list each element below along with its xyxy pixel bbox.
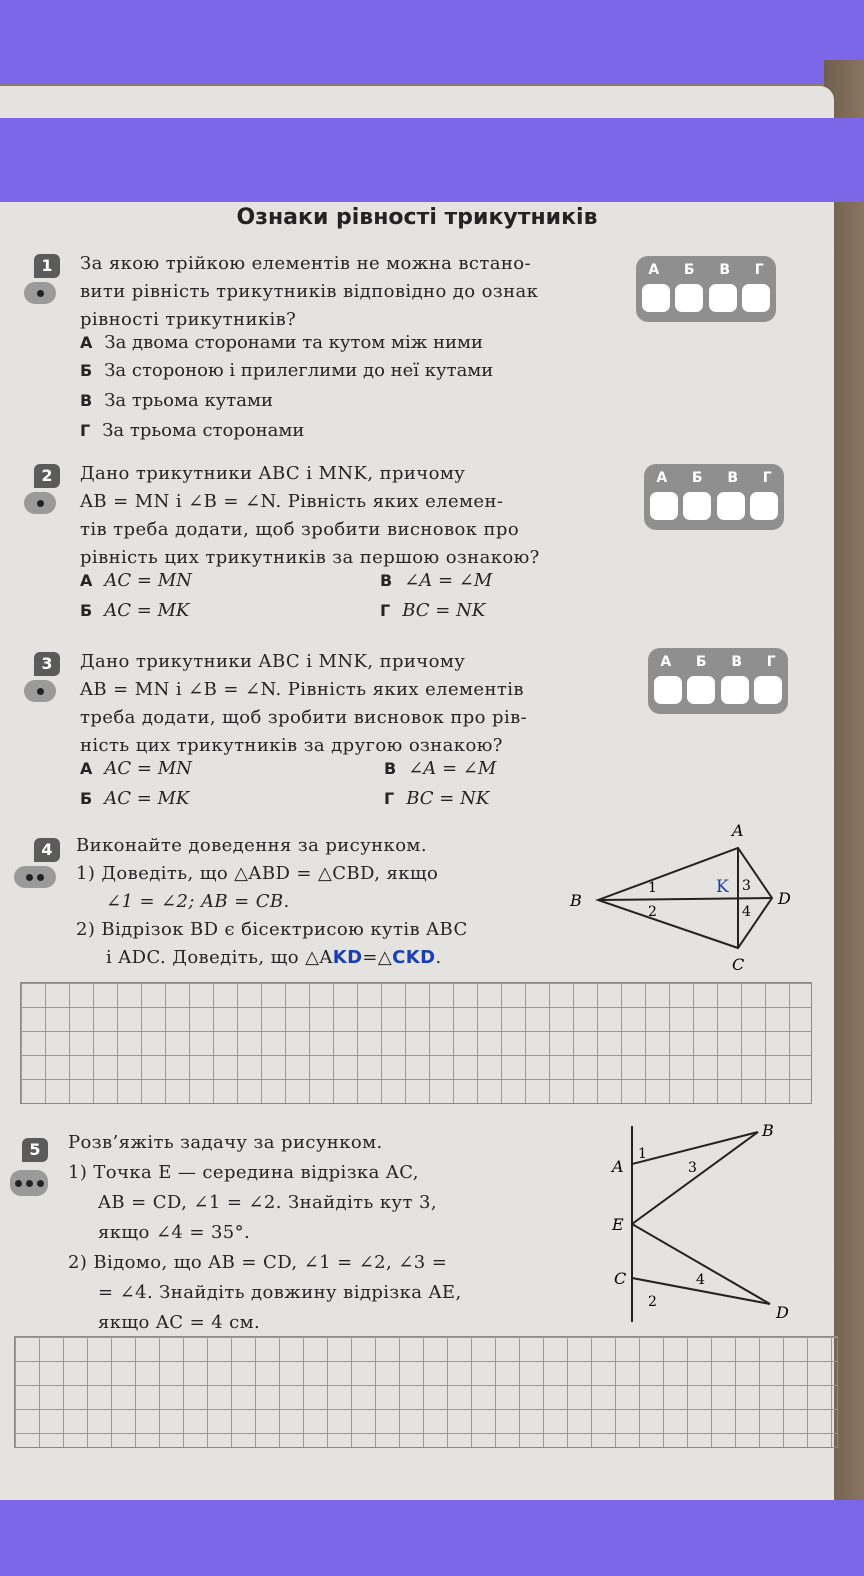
question-2-number: 2	[34, 464, 60, 488]
question-3-text: Дано трикутники ABC і MNK, причому AB = MN і ∠B = ∠N. Рівність яких елементів треба додати, щоб зробити висновок про рів- ність цих трикутників за другою ознакою?	[80, 651, 528, 756]
q5-label-a: A	[612, 1157, 624, 1176]
q2-answer-box: А Б В Г	[644, 464, 784, 530]
q4-label-a: A	[732, 821, 744, 840]
purple-redaction-bottom	[0, 1500, 864, 1576]
q3-answer-box: А Б В Г	[648, 648, 788, 714]
q5-figure-diagram	[600, 1118, 810, 1328]
q1-answer-cell-b[interactable]	[675, 284, 703, 312]
question-5-text: Розв’яжіть задачу за рисунком. 1) Точка E — середина відрізка AC, AB = CD, ∠1 = ∠2. Знайдіть кут 3, якщо ∠4 = 35°. 2) Відомо, що AB = CD, ∠1 = ∠2, ∠3 = = ∠4. Знайдіть довжину відрізка AE, якщо AC = 4 см.	[68, 1132, 462, 1333]
question-4-number: 4	[34, 838, 60, 862]
q4-label-c: C	[732, 955, 745, 974]
q2-answer-cell-b[interactable]	[683, 492, 711, 520]
q2-answer-cell-a[interactable]	[650, 492, 678, 520]
q5-angle-1: 1	[638, 1146, 647, 1162]
q2-option-b[interactable]: Б AC = MK	[80, 600, 190, 621]
purple-redaction-top	[0, 0, 864, 84]
q5-angle-3: 3	[688, 1160, 697, 1176]
q4-angle-3: 3	[742, 878, 751, 894]
q4-answer-grid[interactable]	[20, 982, 812, 1104]
q1-answer-cell-v[interactable]	[709, 284, 737, 312]
question-2-text: Дано трикутники ABC і MNK, причому AB = MN і ∠B = ∠N. Рівність яких елемен- тів треба додати, щоб зробити висновок про рівність цих трикутників за першою ознакою?	[80, 463, 540, 568]
q2-option-g[interactable]: Г BC = NK	[380, 600, 486, 621]
difficulty-3-dot-icon	[24, 680, 56, 702]
q4-label-d: D	[778, 889, 791, 908]
question-3-number: 3	[34, 652, 60, 676]
q5-label-d: D	[776, 1303, 789, 1322]
difficulty-5-dots-icon	[10, 1170, 48, 1196]
q5-answer-grid[interactable]	[14, 1336, 838, 1448]
q1-answer-cell-g[interactable]	[742, 284, 770, 312]
q3-answer-cell-g[interactable]	[754, 676, 782, 704]
q5-label-e: E	[612, 1215, 624, 1234]
purple-redaction-header	[0, 118, 864, 202]
q1-option-a[interactable]: А За двома сторонами та кутом між ними	[80, 332, 484, 353]
q1-option-b[interactable]: Б За стороною і прилеглими до неї кутами	[80, 360, 494, 381]
q1-option-v[interactable]: В За трьома кутами	[80, 390, 273, 411]
difficulty-2-dot-icon	[24, 492, 56, 514]
q1-option-g[interactable]: Г За трьома сторонами	[80, 420, 305, 441]
q3-answer-cell-b[interactable]	[687, 676, 715, 704]
q3-answer-cell-v[interactable]	[721, 676, 749, 704]
question-4-text: Виконайте доведення за рисунком. 1) Доведіть, що △ABD = △CBD, якщо ∠1 = ∠2; AB = CB. 2) Відрізок BD є бісектрисою кутів ABC і ADC. Доведіть, що △AKD=△CKD.	[76, 835, 468, 968]
q1-answer-cell-a[interactable]	[642, 284, 670, 312]
q4-angle-4: 4	[742, 904, 751, 920]
q2-answer-cell-g[interactable]	[750, 492, 778, 520]
q5-angle-2: 2	[648, 1294, 657, 1310]
q2-option-v[interactable]: В ∠A = ∠M	[380, 570, 493, 591]
q4-angle-2: 2	[648, 904, 657, 920]
q3-option-g[interactable]: Г BC = NK	[384, 788, 490, 809]
question-5-number: 5	[22, 1138, 48, 1162]
q5-angle-4: 4	[696, 1272, 705, 1288]
q5-label-c: C	[614, 1269, 627, 1288]
page-title: Ознаки рівності трикутників	[236, 205, 598, 230]
q5-label-b: B	[762, 1121, 774, 1140]
q2-answer-cell-v[interactable]	[717, 492, 745, 520]
q3-answer-cell-a[interactable]	[654, 676, 682, 704]
q4-figure-diagram	[560, 818, 810, 978]
difficulty-4-dots-icon	[14, 866, 56, 888]
difficulty-1-dot-icon	[24, 282, 56, 304]
q2-option-a[interactable]: А AC = MN	[80, 570, 192, 591]
q4-label-k: K	[716, 877, 729, 897]
q4-label-b: B	[570, 891, 582, 910]
question-1-text: За якою трійкою елементів не можна встано- вити рівність трикутників відповідно до ознак рівності трикутників?	[80, 253, 539, 330]
q4-angle-1: 1	[648, 880, 657, 896]
question-1-number: 1	[34, 254, 60, 278]
q1-answer-box: А Б В Г	[636, 256, 776, 322]
q3-option-a[interactable]: А AC = MN	[80, 758, 192, 779]
q3-option-v[interactable]: В ∠A = ∠M	[384, 758, 497, 779]
q3-option-b[interactable]: Б AC = MK	[80, 788, 190, 809]
